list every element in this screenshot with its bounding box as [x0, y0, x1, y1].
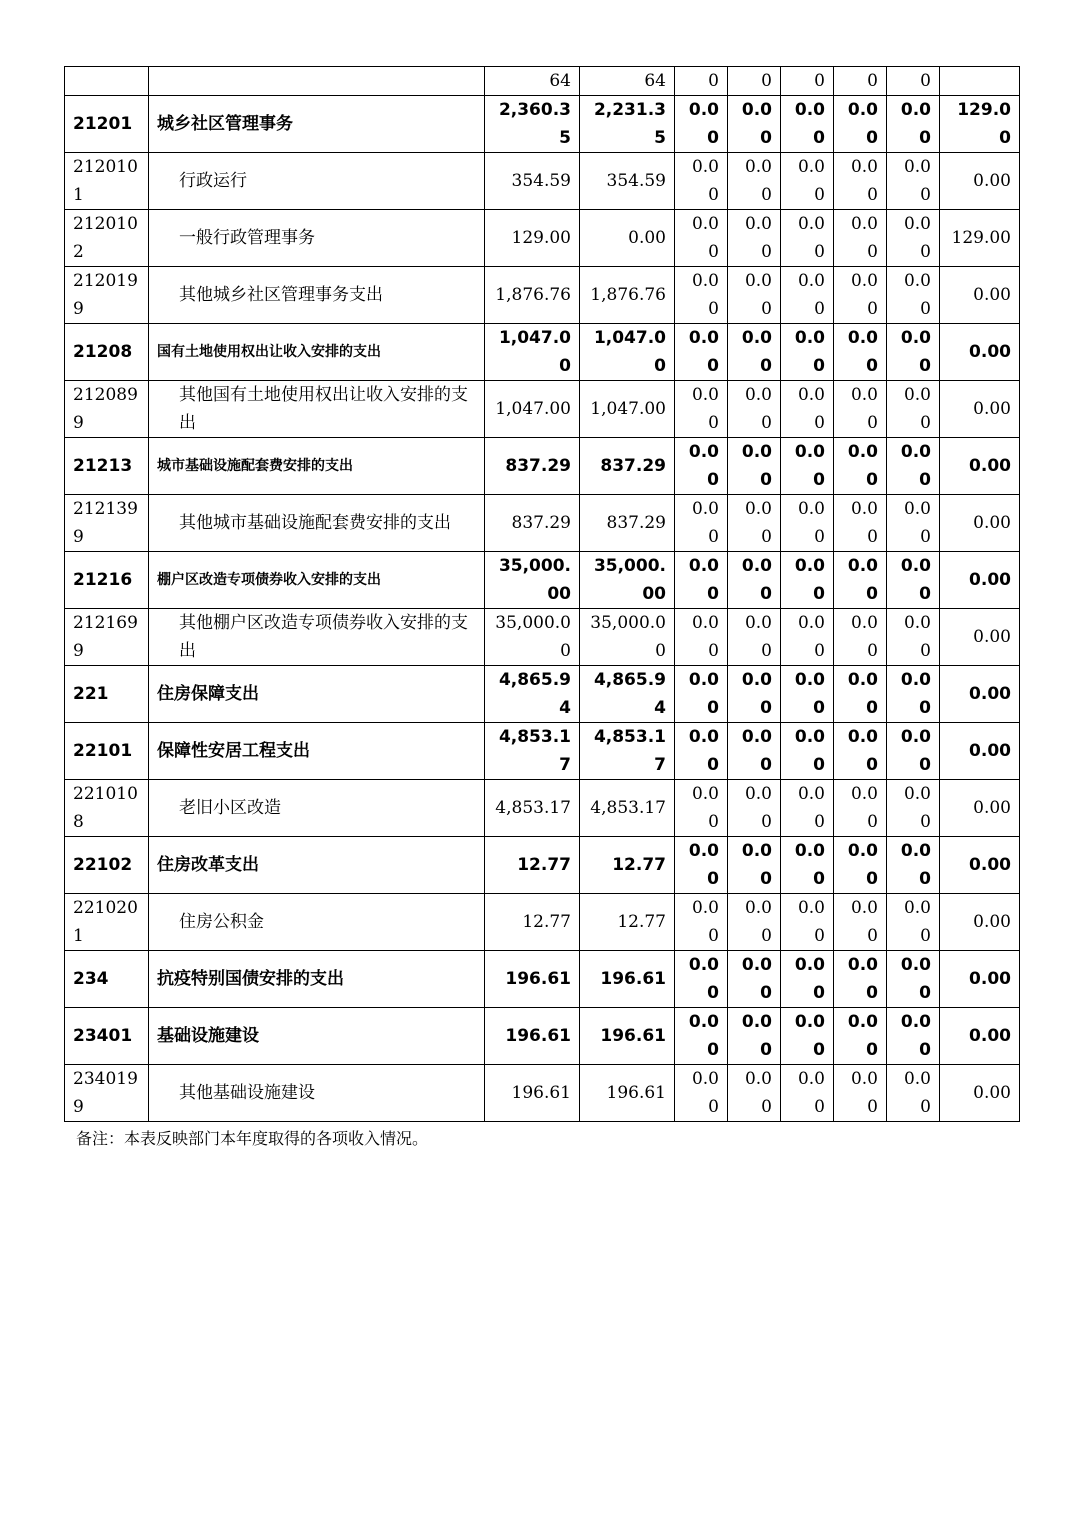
subject-code-cell: 2121399	[65, 495, 149, 552]
zero-amount-cell: 0.00	[728, 780, 781, 837]
zero-amount-cell: 0.00	[781, 666, 834, 723]
zero-amount-cell: 0.00	[675, 153, 728, 210]
zero-amount-cell: 0.00	[834, 1008, 887, 1065]
zero-amount-cell: 0.00	[834, 609, 887, 666]
total-amount-cell: 1,876.76	[485, 267, 580, 324]
zero-amount-cell: 0.00	[887, 210, 940, 267]
subject-code-cell: 21201	[65, 96, 149, 153]
zero-amount-cell: 0.00	[781, 894, 834, 951]
subject-name-cell: 行政运行	[149, 153, 485, 210]
fiscal-allocation-cell: 196.61	[580, 951, 675, 1008]
zero-amount-cell: 0.00	[781, 438, 834, 495]
subject-code-cell: 2120101	[65, 153, 149, 210]
zero-amount-cell: 0.00	[887, 1008, 940, 1065]
zero-amount-cell: 0.00	[834, 780, 887, 837]
other-income-cell: 0.00	[940, 723, 1020, 780]
zero-amount-cell: 0.00	[834, 210, 887, 267]
zero-amount-cell: 0.00	[675, 780, 728, 837]
subject-code-cell: 21213	[65, 438, 149, 495]
zero-amount-cell: 0.00	[728, 837, 781, 894]
zero-amount-cell: 0.00	[781, 324, 834, 381]
zero-amount-cell: 0.00	[675, 438, 728, 495]
fiscal-allocation-cell: 64	[580, 67, 675, 96]
zero-amount-cell: 0.00	[887, 438, 940, 495]
zero-amount-cell: 0.00	[781, 837, 834, 894]
zero-amount-cell: 0.00	[834, 552, 887, 609]
fiscal-allocation-cell: 4,853.17	[580, 723, 675, 780]
zero-amount-cell: 0.00	[728, 666, 781, 723]
total-amount-cell: 4,853.17	[485, 780, 580, 837]
other-income-cell: 0.00	[940, 1008, 1020, 1065]
subject-name-cell	[149, 67, 485, 96]
subject-name-cell: 城乡社区管理事务	[149, 96, 485, 153]
table-row	[65, 666, 1020, 723]
other-income-cell: 0.00	[940, 495, 1020, 552]
zero-amount-cell: 0.00	[834, 894, 887, 951]
table-row	[65, 1008, 1020, 1065]
zero-amount-cell: 0.00	[728, 96, 781, 153]
zero-amount-cell: 0.00	[728, 1065, 781, 1122]
zero-amount-cell: 0.00	[887, 837, 940, 894]
zero-amount-cell: 0	[834, 67, 887, 96]
zero-amount-cell: 0.00	[834, 381, 887, 438]
zero-amount-cell: 0.00	[887, 552, 940, 609]
fiscal-allocation-cell: 1,876.76	[580, 267, 675, 324]
zero-amount-cell: 0.00	[728, 609, 781, 666]
other-income-cell: 0.00	[940, 324, 1020, 381]
subject-code-cell: 21216	[65, 552, 149, 609]
total-amount-cell: 4,865.94	[485, 666, 580, 723]
other-income-cell: 0.00	[940, 666, 1020, 723]
table-row	[65, 495, 1020, 552]
zero-amount-cell: 0.00	[675, 210, 728, 267]
subject-name-cell: 其他国有土地使用权出让收入安排的支出	[149, 381, 485, 438]
zero-amount-cell: 0.00	[728, 210, 781, 267]
total-amount-cell: 35,000.00	[485, 552, 580, 609]
zero-amount-cell: 0.00	[728, 723, 781, 780]
zero-amount-cell: 0.00	[728, 552, 781, 609]
subject-name-cell: 住房公积金	[149, 894, 485, 951]
zero-amount-cell: 0.00	[675, 1065, 728, 1122]
zero-amount-cell: 0.00	[781, 1065, 834, 1122]
table-body	[65, 67, 1020, 1122]
zero-amount-cell: 0.00	[781, 267, 834, 324]
zero-amount-cell: 0.00	[887, 267, 940, 324]
subject-name-cell: 其他棚户区改造专项债券收入安排的支出	[149, 609, 485, 666]
total-amount-cell: 12.77	[485, 894, 580, 951]
total-amount-cell: 354.59	[485, 153, 580, 210]
subject-name-cell: 城市基础设施配套费安排的支出	[149, 438, 485, 495]
subject-name-cell: 棚户区改造专项债券收入安排的支出	[149, 552, 485, 609]
zero-amount-cell: 0.00	[887, 780, 940, 837]
table-row	[65, 96, 1020, 153]
other-income-cell: 129.00	[940, 96, 1020, 153]
zero-amount-cell: 0.00	[781, 96, 834, 153]
table-row	[65, 837, 1020, 894]
other-income-cell	[940, 67, 1020, 96]
zero-amount-cell: 0.00	[675, 552, 728, 609]
zero-amount-cell: 0.00	[887, 1065, 940, 1122]
subject-code-cell	[65, 67, 149, 96]
zero-amount-cell: 0.00	[728, 324, 781, 381]
zero-amount-cell: 0.00	[781, 951, 834, 1008]
zero-amount-cell: 0	[887, 67, 940, 96]
subject-code-cell: 22102	[65, 837, 149, 894]
total-amount-cell: 837.29	[485, 495, 580, 552]
zero-amount-cell: 0.00	[887, 609, 940, 666]
subject-code-cell: 2340199	[65, 1065, 149, 1122]
total-amount-cell: 4,853.17	[485, 723, 580, 780]
subject-code-cell: 2120899	[65, 381, 149, 438]
zero-amount-cell: 0.00	[728, 1008, 781, 1065]
zero-amount-cell: 0.00	[675, 951, 728, 1008]
zero-amount-cell: 0.00	[834, 837, 887, 894]
fiscal-allocation-cell: 35,000.00	[580, 609, 675, 666]
zero-amount-cell: 0.00	[675, 723, 728, 780]
other-income-cell: 0.00	[940, 951, 1020, 1008]
total-amount-cell: 1,047.00	[485, 381, 580, 438]
subject-name-cell: 其他城市基础设施配套费安排的支出	[149, 495, 485, 552]
table-row	[65, 381, 1020, 438]
other-income-cell: 0.00	[940, 609, 1020, 666]
zero-amount-cell: 0.00	[887, 324, 940, 381]
subject-name-cell: 住房保障支出	[149, 666, 485, 723]
other-income-cell: 0.00	[940, 267, 1020, 324]
subject-code-cell: 2121699	[65, 609, 149, 666]
zero-amount-cell: 0.00	[675, 324, 728, 381]
total-amount-cell: 837.29	[485, 438, 580, 495]
table-row	[65, 951, 1020, 1008]
other-income-cell: 0.00	[940, 1065, 1020, 1122]
subject-code-cell: 23401	[65, 1008, 149, 1065]
subject-name-cell: 基础设施建设	[149, 1008, 485, 1065]
fiscal-allocation-cell: 0.00	[580, 210, 675, 267]
table-row	[65, 438, 1020, 495]
subject-name-cell: 保障性安居工程支出	[149, 723, 485, 780]
other-income-cell: 0.00	[940, 894, 1020, 951]
other-income-cell: 0.00	[940, 780, 1020, 837]
zero-amount-cell: 0.00	[728, 267, 781, 324]
fiscal-allocation-cell: 35,000.00	[580, 552, 675, 609]
table-row	[65, 67, 1020, 96]
zero-amount-cell: 0.00	[728, 381, 781, 438]
fiscal-allocation-cell: 196.61	[580, 1065, 675, 1122]
zero-amount-cell: 0.00	[675, 666, 728, 723]
zero-amount-cell: 0.00	[781, 495, 834, 552]
other-income-cell: 129.00	[940, 210, 1020, 267]
total-amount-cell: 12.77	[485, 837, 580, 894]
zero-amount-cell: 0.00	[675, 96, 728, 153]
zero-amount-cell: 0.00	[834, 153, 887, 210]
zero-amount-cell: 0.00	[781, 780, 834, 837]
other-income-cell: 0.00	[940, 438, 1020, 495]
zero-amount-cell: 0	[728, 67, 781, 96]
zero-amount-cell: 0.00	[781, 723, 834, 780]
zero-amount-cell: 0.00	[728, 495, 781, 552]
zero-amount-cell: 0.00	[887, 951, 940, 1008]
zero-amount-cell: 0.00	[675, 1008, 728, 1065]
income-table	[64, 66, 1020, 1122]
total-amount-cell: 196.61	[485, 1065, 580, 1122]
total-amount-cell: 196.61	[485, 951, 580, 1008]
zero-amount-cell: 0.00	[675, 894, 728, 951]
fiscal-allocation-cell: 837.29	[580, 438, 675, 495]
table-row	[65, 723, 1020, 780]
subject-name-cell: 老旧小区改造	[149, 780, 485, 837]
zero-amount-cell: 0	[675, 67, 728, 96]
subject-code-cell: 2120102	[65, 210, 149, 267]
subject-code-cell: 2210201	[65, 894, 149, 951]
fiscal-allocation-cell: 837.29	[580, 495, 675, 552]
zero-amount-cell: 0.00	[887, 381, 940, 438]
zero-amount-cell: 0.00	[675, 495, 728, 552]
subject-code-cell: 21208	[65, 324, 149, 381]
zero-amount-cell: 0	[781, 67, 834, 96]
fiscal-allocation-cell: 1,047.00	[580, 324, 675, 381]
subject-name-cell: 住房改革支出	[149, 837, 485, 894]
zero-amount-cell: 0.00	[781, 552, 834, 609]
zero-amount-cell: 0.00	[887, 495, 940, 552]
zero-amount-cell: 0.00	[781, 609, 834, 666]
zero-amount-cell: 0.00	[887, 153, 940, 210]
subject-name-cell: 国有土地使用权出让收入安排的支出	[149, 324, 485, 381]
total-amount-cell: 35,000.00	[485, 609, 580, 666]
zero-amount-cell: 0.00	[781, 153, 834, 210]
zero-amount-cell: 0.00	[781, 210, 834, 267]
subject-code-cell: 2210108	[65, 780, 149, 837]
zero-amount-cell: 0.00	[675, 381, 728, 438]
subject-name-cell: 抗疫特别国债安排的支出	[149, 951, 485, 1008]
zero-amount-cell: 0.00	[834, 723, 887, 780]
zero-amount-cell: 0.00	[675, 837, 728, 894]
subject-code-cell: 2120199	[65, 267, 149, 324]
zero-amount-cell: 0.00	[887, 666, 940, 723]
zero-amount-cell: 0.00	[834, 324, 887, 381]
zero-amount-cell: 0.00	[728, 153, 781, 210]
subject-name-cell: 其他城乡社区管理事务支出	[149, 267, 485, 324]
fiscal-allocation-cell: 12.77	[580, 837, 675, 894]
table-row	[65, 894, 1020, 951]
table-row	[65, 324, 1020, 381]
total-amount-cell: 64	[485, 67, 580, 96]
zero-amount-cell: 0.00	[728, 438, 781, 495]
table-row	[65, 552, 1020, 609]
subject-name-cell: 其他基础设施建设	[149, 1065, 485, 1122]
zero-amount-cell: 0.00	[781, 381, 834, 438]
table-row	[65, 267, 1020, 324]
subject-code-cell: 22101	[65, 723, 149, 780]
zero-amount-cell: 0.00	[834, 495, 887, 552]
zero-amount-cell: 0.00	[834, 1065, 887, 1122]
table-note: 备注：本表反映部门本年度取得的各项收入情况。	[76, 1129, 429, 1148]
zero-amount-cell: 0.00	[834, 267, 887, 324]
other-income-cell: 0.00	[940, 552, 1020, 609]
subject-code-cell: 221	[65, 666, 149, 723]
table-row	[65, 1065, 1020, 1122]
zero-amount-cell: 0.00	[675, 267, 728, 324]
zero-amount-cell: 0.00	[887, 723, 940, 780]
total-amount-cell: 129.00	[485, 210, 580, 267]
other-income-cell: 0.00	[940, 381, 1020, 438]
fiscal-allocation-cell: 12.77	[580, 894, 675, 951]
zero-amount-cell: 0.00	[728, 951, 781, 1008]
zero-amount-cell: 0.00	[675, 609, 728, 666]
zero-amount-cell: 0.00	[887, 894, 940, 951]
fiscal-allocation-cell: 1,047.00	[580, 381, 675, 438]
table-row	[65, 210, 1020, 267]
other-income-cell: 0.00	[940, 153, 1020, 210]
zero-amount-cell: 0.00	[834, 438, 887, 495]
zero-amount-cell: 0.00	[834, 951, 887, 1008]
zero-amount-cell: 0.00	[834, 96, 887, 153]
table-row	[65, 780, 1020, 837]
fiscal-allocation-cell: 196.61	[580, 1008, 675, 1065]
zero-amount-cell: 0.00	[781, 1008, 834, 1065]
zero-amount-cell: 0.00	[887, 96, 940, 153]
other-income-cell: 0.00	[940, 837, 1020, 894]
table-row	[65, 153, 1020, 210]
fiscal-allocation-cell: 354.59	[580, 153, 675, 210]
zero-amount-cell: 0.00	[728, 894, 781, 951]
table-row	[65, 609, 1020, 666]
total-amount-cell: 196.61	[485, 1008, 580, 1065]
fiscal-allocation-cell: 4,865.94	[580, 666, 675, 723]
fiscal-allocation-cell: 4,853.17	[580, 780, 675, 837]
fiscal-allocation-cell: 2,231.35	[580, 96, 675, 153]
subject-name-cell: 一般行政管理事务	[149, 210, 485, 267]
total-amount-cell: 2,360.35	[485, 96, 580, 153]
zero-amount-cell: 0.00	[834, 666, 887, 723]
total-amount-cell: 1,047.00	[485, 324, 580, 381]
subject-code-cell: 234	[65, 951, 149, 1008]
